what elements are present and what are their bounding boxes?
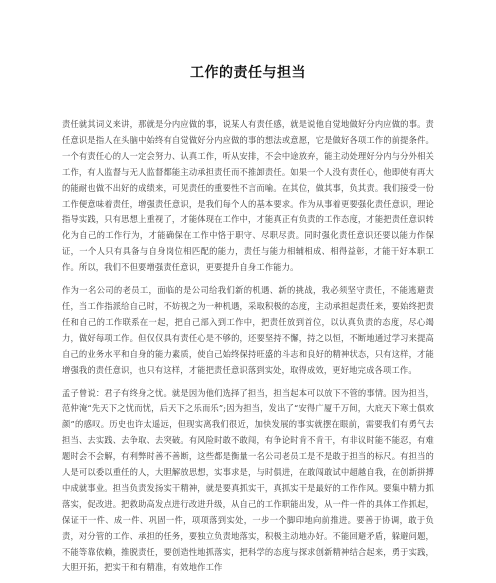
document-title: 工作的责任与担当 [190,65,306,81]
paragraph-1: 责任就其词义来讲，那就是分内应做的事，说某人有责任感，就是说他自觉地做好分内应做的事。责任意识是指人在头脑中始终有自觉做好分内应做的事的想法或意愿，它是做好各项工作的前提条件。一个有责任心的人一定会努力、认真工作，听从安排，不会中途放弃，能主动处理好分内与分外相关工作，有人监督与无人监督都能主动承担责任而不推卸责任。如果一个人没有责任心，他即使有再大的能耐也做不出好的成绩来，可见责任的重要性不言而喻。在其位，做其事，负其责。我们接受一份工作便意味着责任，增强责任意识，是我们每个人的基本要求。作为从事着更要强化责任意识，理论指导实践，只有思想上重视了，才能体现在工作中，才能真正有负责的工作态度，才能把责任意识转化为自己的工作行为，才能确保在工作中恪于职守、尽职尽责。同时强化责任意识还要以能力作保证，一个人只有具备与自身岗位相匹配的能力，责任与能力相辅相成、相得益彰，才能干好本职工作。所以，我们不但要增强责任意识，更要提升自身工作能力。 [62,119,434,273]
paragraph-2: 作为一名公司的老员工，面临的是公司给我们新的机遇、新的挑战，我必须坚守责任，不能逃避责任，当工作指派给自己时，不妨视之为一种机遇，采取积极的态度，主动承担起责任来，要始终把责任和自己的工作联系在一起，把自己部入到工作中，把责任放到首位，以认真负责的态度，尽心竭力，做好每项工作。但仅仅具有责任心是不够的，还要坚持不懈，持之以恒，不断地通过学习来提高自己的业务水平和自身的能力素质，使自己始终保持旺盛的斗志和良好的精神状态，只有这样，才能增强我的责任意识，也只有这样，才能把责任意识落到实处，取得成效，更好地完成各项工作。 [62,285,434,375]
paragraph-3: 孟子曾说：君子有终身之忧。就是因为他们选择了担当，担当起本可以放下不管的事情。因为担当，范仲淹“先天下之忧而忧，后天下之乐而乐”;因为担当，发出了“安得广厦千万间，大庇天下寒士俱欢颜”的感叹。历史也许太遥远，但现实离我们很近，加快发展的事实就摆在眼前，需要我们有勇气去担当、去实践、去争取、去突破。有风险时敢不敢闯，有争论时肯不肯干，有非议时能不能忍，有难题时会不会解，有利弊时善不善断，这些都是衡量一名公司老员工是不是敢于担当的标尺。有担当的人是可以委以重任的人，大胆解放思想，实事求是，与时俱进，在敢闯敢试中超越自我，在创新拼搏中成就事业。担当负责发扬实干精神，就是要真抓实干，真抓实干是最好的工作作风。要集中精力抓落实，促改进。把救助高发点进行改进升级，从自己的工作职能出发，从一件一件的具体工作抓起，保证干一件、成一件、巩固一件，项项落到实处，一步一个脚印地向前推进。要善于协调，敢于负责，对分管的工作、承担的任务，要独立负责地落实，积极主动地办好。不能回避矛盾，躲避问题，不能等靠依赖，推脱责任，要创造性地抓落实，把科学的态度与探求创新精神结合起来，勇于实践，大胆开拓，把实干和有精准，有效地作工作 [62,387,434,573]
document-body [62,117,434,583]
